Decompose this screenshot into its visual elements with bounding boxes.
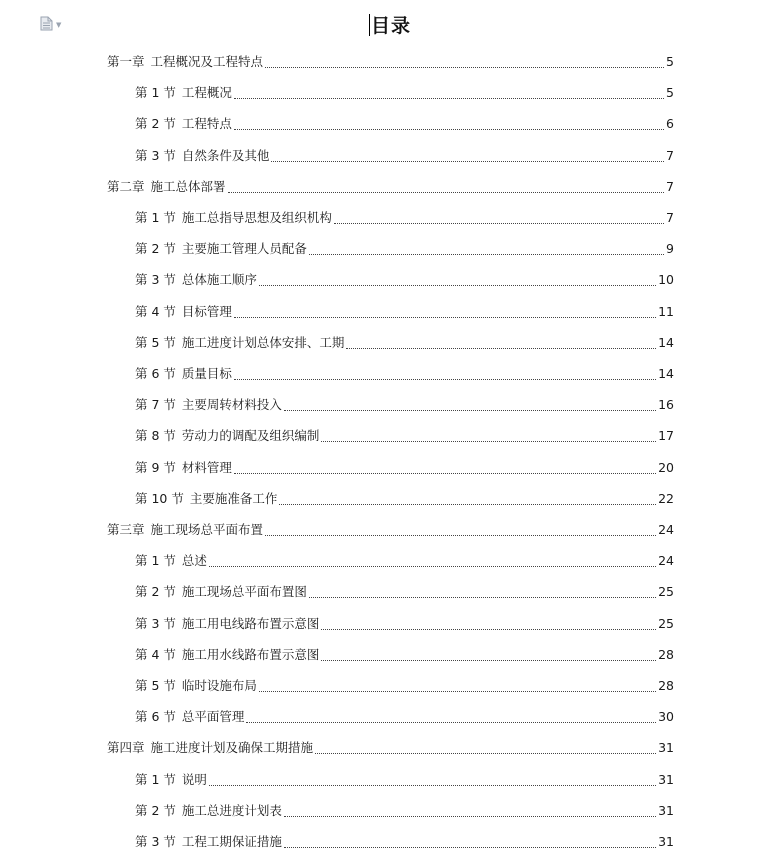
toc-page-number: 31: [658, 802, 674, 818]
dot-leader: [321, 660, 656, 661]
toc-page-number: 6: [666, 116, 674, 132]
toc-entry-number: 第 2 节: [135, 584, 176, 600]
toc-entry-title: 材料管理: [181, 459, 232, 475]
toc-page-number: 5: [666, 85, 674, 101]
toc-page-number: 10: [658, 272, 674, 288]
toc-section-entry[interactable]: [0, 614, 780, 634]
dot-leader: [234, 98, 664, 99]
toc-entry-number: 第四章: [107, 740, 145, 756]
toc-section-entry[interactable]: [0, 770, 780, 790]
toc-entry-label: [107, 520, 263, 540]
toc-entry-title: 总体施工顺序: [181, 272, 257, 288]
toc-entry-number: 第 10 节: [135, 490, 184, 506]
toc-page-number: 24: [658, 522, 674, 537]
toc-chapter-entry[interactable]: [0, 52, 780, 72]
toc-entry-number: 第 9 节: [135, 459, 176, 475]
toc-page-number: 25: [658, 615, 674, 631]
toc-page-number: 25: [658, 584, 674, 600]
toc-page-number: 31: [658, 834, 674, 849]
toc-entry-title: 工程概况: [181, 85, 232, 101]
dot-leader: [234, 317, 656, 318]
toc-chapter-entry[interactable]: [0, 177, 780, 197]
toc-entry-number: 第 3 节: [135, 147, 176, 163]
toc-section-entry[interactable]: [0, 645, 780, 665]
toc-entry-title: 总平面管理: [181, 709, 245, 725]
toc-entry-number: 第 1 节: [135, 210, 176, 225]
toc-entry-label: [135, 614, 319, 634]
toc-page-number: 7: [666, 210, 674, 225]
toc-page-number: 28: [658, 646, 674, 662]
toc-section-entry[interactable]: [0, 364, 780, 384]
toc-entry-title: 施工用水线路布置示意图: [181, 646, 320, 662]
toc-entry-title: 施工用电线路布置示意图: [181, 615, 320, 631]
toc-entry-label: [135, 83, 232, 103]
dot-leader: [265, 67, 664, 68]
toc-entry-number: 第一章: [107, 54, 145, 69]
toc-entry-label: [135, 146, 269, 166]
dot-leader: [259, 285, 656, 286]
toc-entry-label: [135, 551, 207, 571]
toc-section-entry[interactable]: [0, 83, 780, 103]
toc-entry-number: 第 8 节: [135, 428, 176, 444]
toc-entry-number: 第二章: [107, 178, 145, 194]
toc-entry-label: [135, 770, 207, 790]
toc-entry-number: 第 3 节: [135, 615, 176, 631]
dot-leader: [284, 847, 656, 848]
dot-leader: [279, 504, 656, 505]
toc-entry-label: [135, 458, 232, 478]
dot-leader: [309, 254, 664, 255]
toc-page-number: 7: [666, 178, 674, 194]
toc-page-number: 7: [666, 147, 674, 163]
toc-entry-title: 目标管理: [181, 303, 232, 319]
dot-leader: [284, 816, 656, 817]
toc-page-number: 28: [658, 678, 674, 693]
toc-section-entry[interactable]: [0, 333, 780, 353]
toc-entry-label: [135, 270, 257, 290]
toc-entry-number: 第 4 节: [135, 303, 176, 319]
toc-entry-label: [135, 426, 319, 446]
dot-leader: [234, 379, 656, 380]
toc-entry-label: [135, 645, 319, 665]
toc-section-entry[interactable]: [0, 832, 780, 852]
dot-leader: [315, 753, 656, 754]
toc-entry-label: [135, 239, 307, 259]
toc-section-entry[interactable]: [0, 551, 780, 571]
dot-leader: [346, 348, 656, 349]
toc-section-entry[interactable]: [0, 458, 780, 478]
toc-entry-number: 第 5 节: [135, 678, 176, 693]
toc-section-entry[interactable]: [0, 426, 780, 446]
toc-page-number: 9: [666, 241, 674, 257]
dot-leader: [228, 192, 665, 193]
dot-leader: [234, 129, 664, 130]
text-cursor: [369, 14, 370, 36]
toc-section-entry[interactable]: [0, 489, 780, 509]
toc-entry-title: 劳动力的调配及组织编制: [181, 428, 320, 444]
toc-page-number: 31: [658, 740, 674, 756]
toc-entry-label: [135, 676, 257, 696]
dot-leader: [334, 223, 664, 224]
toc-entry-number: 第 3 节: [135, 834, 176, 849]
toc-entry-number: 第 5 节: [135, 334, 176, 350]
toc-entry-label: [135, 707, 244, 727]
toc-entry-title: 主要施准备工作: [189, 490, 278, 506]
toc-entry-title: 总述: [181, 553, 207, 569]
dot-leader: [246, 722, 656, 723]
toc-entry-title: 工程概况及工程特点: [150, 54, 264, 69]
page-title: 目录: [370, 15, 411, 37]
toc-page-number: 17: [658, 428, 674, 444]
title-wrap: [0, 11, 780, 38]
dot-leader: [321, 441, 656, 442]
dot-leader: [209, 566, 656, 567]
toc-entry-label: [135, 395, 282, 415]
toc-entry-number: 第 1 节: [135, 771, 176, 787]
dot-leader: [259, 691, 656, 692]
toc-entry-title: 施工总指导思想及组织机构: [181, 210, 332, 225]
toc-section-entry[interactable]: [0, 146, 780, 166]
toc-entry-number: 第 6 节: [135, 366, 176, 381]
toc-section-entry[interactable]: [0, 270, 780, 290]
toc-entry-title: 主要周转材料投入: [181, 397, 282, 413]
toc-section-entry[interactable]: [0, 582, 780, 602]
toc-entry-label: [107, 52, 263, 72]
toc-page-number: 11: [658, 303, 674, 319]
toc-section-entry[interactable]: [0, 676, 780, 696]
toc-entry-number: 第 2 节: [135, 116, 176, 132]
toc-entry-label: [107, 177, 226, 197]
toc-entry-number: 第 1 节: [135, 85, 176, 101]
toc-entry-number: 第 6 节: [135, 709, 176, 725]
toc-page-number: 20: [658, 459, 674, 475]
toc-chapter-entry[interactable]: [0, 520, 780, 540]
toc-page-number: 5: [666, 54, 674, 69]
toc-entry-number: 第 4 节: [135, 646, 176, 662]
toc-entry-title: 施工现场总平面布置: [150, 522, 264, 537]
toc-section-entry[interactable]: [0, 395, 780, 415]
toc-entry-title: 施工现场总平面布置图: [181, 584, 307, 600]
dot-leader: [284, 410, 656, 411]
toc-entry-title: 施工总体部署: [150, 178, 226, 194]
toc-entry-label: [107, 738, 313, 758]
dot-leader: [271, 161, 664, 162]
toc-entry-label: [135, 582, 307, 602]
toc-entry-title: 临时设施布局: [181, 678, 257, 693]
toc-entry-title: 主要施工管理人员配备: [181, 241, 307, 257]
toc-page-number: 30: [658, 709, 674, 725]
toc-section-entry[interactable]: [0, 801, 780, 821]
toc-entry-title: 工程特点: [181, 116, 232, 132]
toc-entry-label: [135, 333, 344, 353]
toc-section-entry[interactable]: [0, 302, 780, 322]
toc-entry-title: 施工进度计划及确保工期措施: [150, 740, 314, 756]
toc-entry-number: 第 2 节: [135, 241, 176, 257]
toc-chapter-entry[interactable]: [0, 738, 780, 758]
toc-entry-title: 施工总进度计划表: [181, 802, 282, 818]
toc-entry-label: [135, 832, 282, 852]
toc-entry-title: 说明: [181, 771, 207, 787]
toc-entry-label: [135, 302, 232, 322]
dot-leader: [309, 597, 656, 598]
toc-entry-label: [135, 489, 277, 509]
toc-entry-number: 第 3 节: [135, 272, 176, 288]
toc-entry-number: 第 2 节: [135, 802, 176, 818]
toc-page-number: 22: [658, 490, 674, 506]
toc-entry-number: 第三章: [107, 522, 145, 537]
dot-leader: [265, 535, 656, 536]
toc-entry-label: [135, 801, 282, 821]
toc-entry-title: 施工进度计划总体安排、工期: [181, 334, 345, 350]
toc-page-number: 31: [658, 771, 674, 787]
toc-entry-title: 工程工期保证措施: [181, 834, 282, 849]
toc-entry-number: 第 1 节: [135, 553, 176, 569]
dot-leader: [321, 629, 656, 630]
toc-section-entry[interactable]: [0, 208, 780, 228]
toc-entry-title: 自然条件及其他: [181, 147, 270, 163]
toc-section-entry[interactable]: [0, 707, 780, 727]
toc-entry-title: 质量目标: [181, 366, 232, 381]
dot-leader: [234, 473, 656, 474]
toc-entry-number: 第 7 节: [135, 397, 176, 413]
toc-entry-label: [135, 208, 332, 228]
toc-entry-label: [135, 364, 232, 384]
toc-page-number: 16: [658, 397, 674, 413]
toc-page-number: 14: [658, 366, 674, 381]
toc-section-entry[interactable]: [0, 239, 780, 259]
toc-entry-label: [135, 114, 232, 134]
toc-page-number: 14: [658, 334, 674, 350]
dot-leader: [209, 785, 656, 786]
toc-page-number: 24: [658, 553, 674, 569]
toc-section-entry[interactable]: [0, 114, 780, 134]
caret-down-icon: ▼: [56, 20, 62, 29]
